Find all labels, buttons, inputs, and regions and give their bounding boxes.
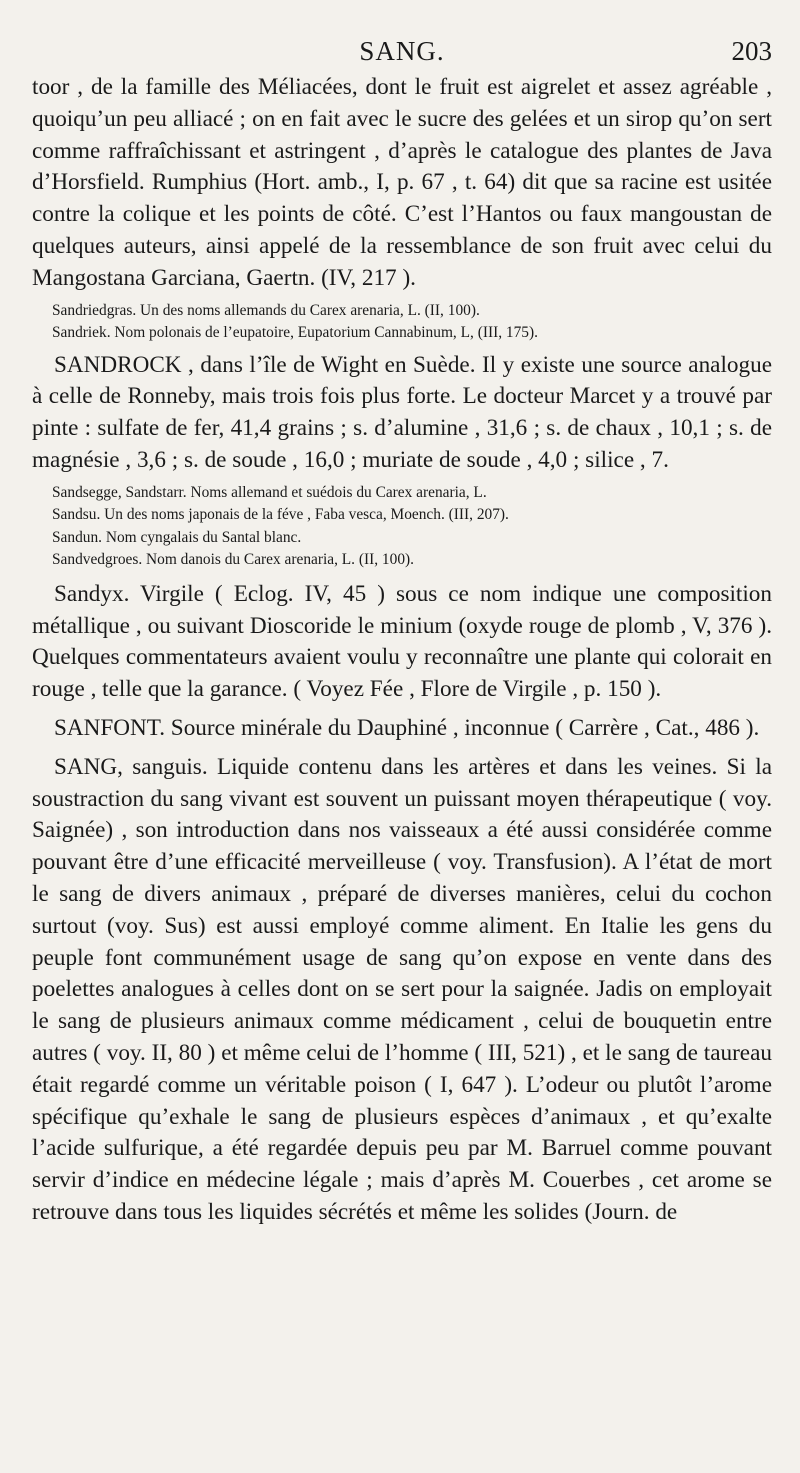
entry-sanfont: SANFONT. Source minérale du Dauphiné , inconnue ( Carrère , Cat., 486 ). [54, 714, 760, 741]
page-number: 203 [731, 36, 772, 66]
paragraph-continuation: toor , de la famille des Méliacées, dont le fruit est aigrelet et assez agréable , quoiqu’un peu alliacé ; on en fait avec le sucre des gelées et un sirop qu’on sert comme raffraîchissant et astringent , d’après le catalogue des plantes de Java d’Horsfield. Rumphius (Hort. amb., I, p. 67 , t. 64) dit que sa racine est usitée contre la colique et les points de côté. C’est l’Hantos ou faux mangoustan de quelques auteurs, ainsi appelé de la ressemblance de son fruit avec celui du Mangostana Garciana, Gaertn. (IV, 217 ). [32, 74, 772, 291]
entry-sandsegge: Sandsegge, Sandstarr. Noms allemand et suédois du Carex arenaria, L. [52, 483, 487, 501]
running-head [32, 30, 772, 72]
entry-sandrock: SANDROCK , dans l’île de Wight en Suède. Il y existe une source analogue à celle de Ronneby, mais trois fois plus forte. Le docteur Marcet y a trouvé par pinte : sulfate de fer, 41,4 grains ; s. d’alumine , 31,6 ; s. de chaux , 10,1 ; s. de magnésie , 3,6 ; s. de soude , 16,0 ; muriate de soude , 4,0 ; silice , 7. [32, 351, 772, 473]
entry-sandsu: Sandsu. Un des noms japonais de la féve , Faba vesca, Moench. (III, 207). [52, 506, 509, 524]
entry-sandvedgroes: Sandvedgroes. Nom danois du Carex arenaria, L. (II, 100). [52, 551, 414, 569]
entry-sandriedgras: Sandriedgras. Un des noms allemands du Carex arenaria, L. (II, 100). [52, 301, 480, 319]
entry-sandun: Sandun. Nom cyngalais du Santal blanc. [52, 528, 302, 546]
entry-sandriek: Sandriek. Nom polonais de l’eupatoire, Eupatorium Cannabinum, L, (III, 175). [52, 324, 538, 342]
entry-sandyx: Sandyx. Virgile ( Eclog. IV, 45 ) sous ce nom indique une composition métallique , ou suivant Dioscoride le minium (oxyde rouge de plomb , V, 376 ). Quelques commentateurs avaient voulu y reconnaître une plante qui colorait en rouge , telle que la garance. ( Voyez Fée , Flore de Virgile , p. 150 ). [32, 580, 772, 703]
page-body [32, 72, 772, 1229]
entry-sang: SANG, sanguis. Liquide contenu dans les artères et dans les veines. Si la soustraction du sang vivant est souvent un puissant moyen thérapeutique ( voy. Saignée) , son introduction dans nos vaisseaux a été aussi considérée comme pouvant être d’une efficacité merveilleuse ( voy. Transfusion). A l’état de mort le sang de divers animaux , préparé de diverses manières, celui du cochon surtout (voy. Sus) est aussi employé comme aliment. En Italie les gens du peuple font communément usage de sang qu’on expose en vente dans des poelettes analogues à celles dont on se sert pour la saignée. Jadis on employait le sang de plusieurs animaux comme médicament , celui de bouquetin entre autres ( voy. II, 80 ) et même celui de l’homme ( III, 521) , et le sang de taureau était regardé comme un véritable poison ( I, 647 ). L’odeur ou plutôt l’arome spécifique qu’exhale le sang de plusieurs espèces d’animaux , et qu’exalte l’acide sulfurique, a été regardée depuis peu par M. Barruel comme pouvant servir d’indice en médecine légale ; mais d’après M. Couerbes , cet arome se retrouve dans tous les liquides sécrétés et même les solides (Journ. de [32, 753, 772, 1225]
running-title: SANG. [359, 36, 445, 66]
